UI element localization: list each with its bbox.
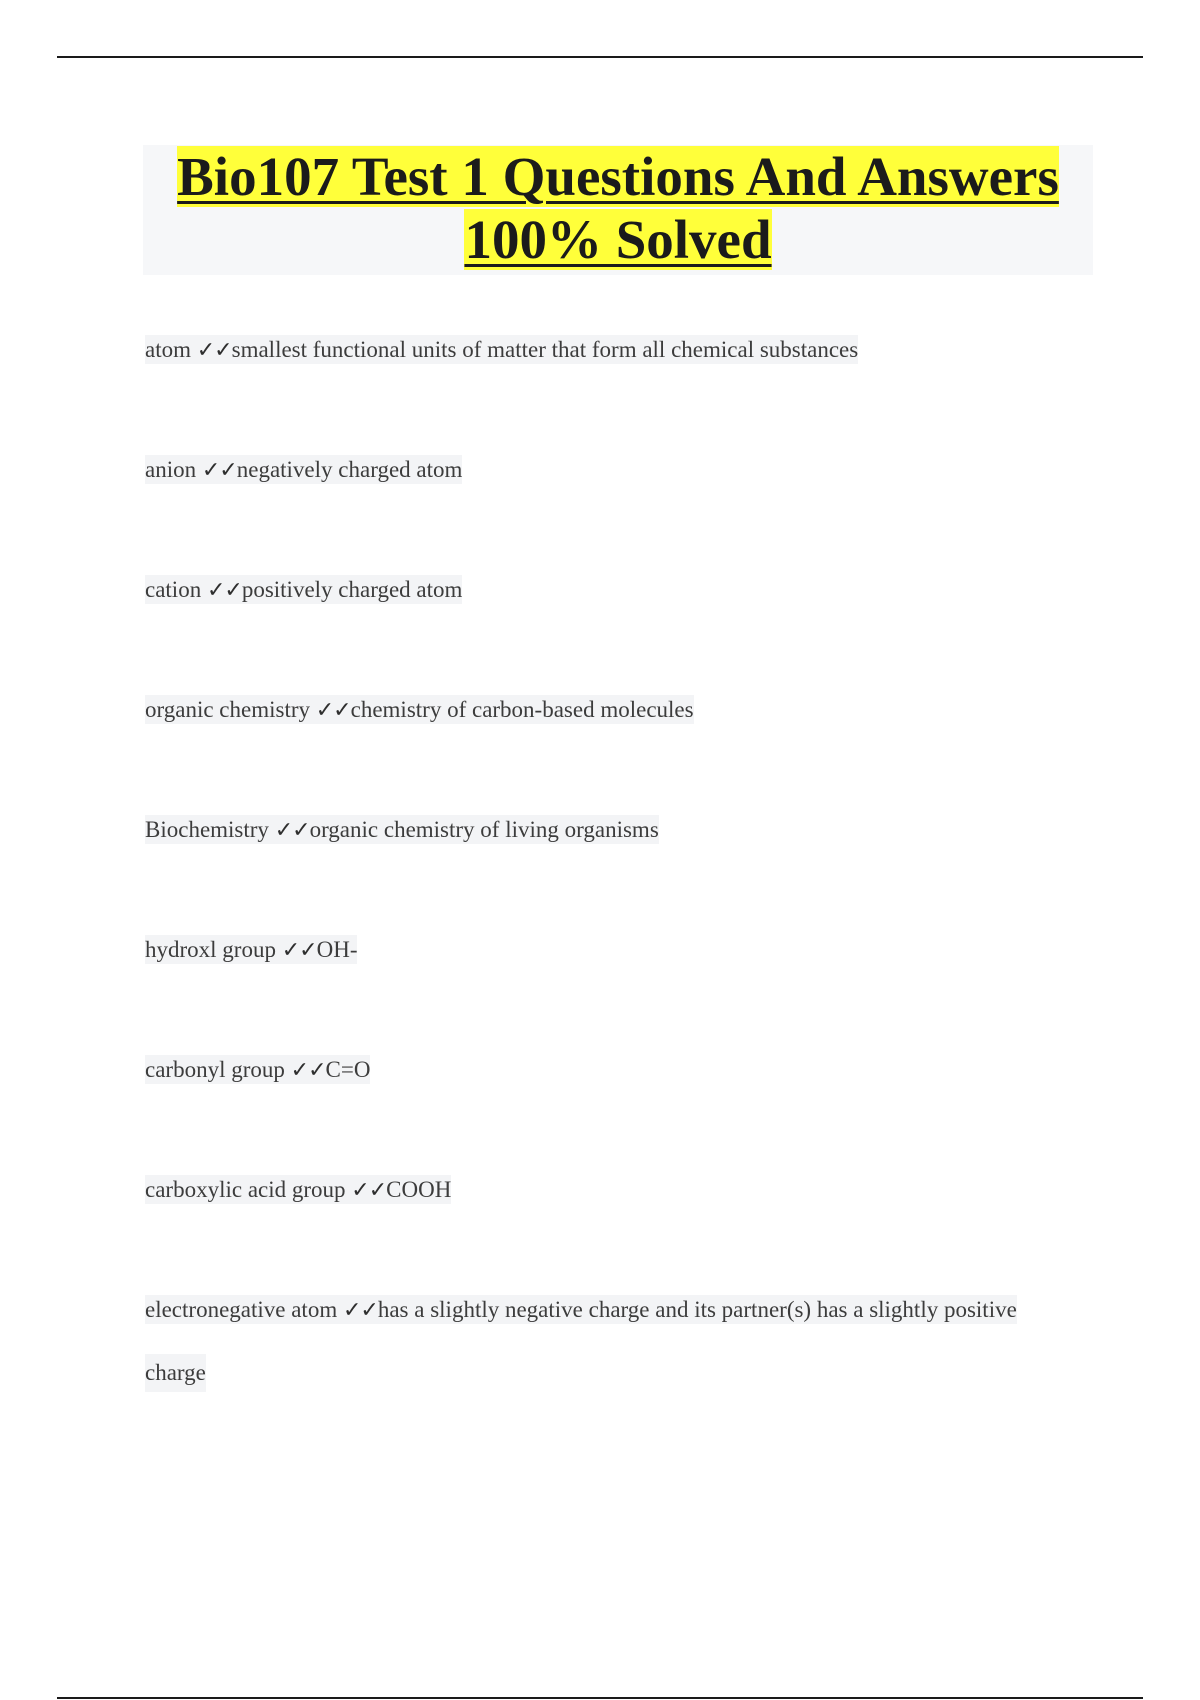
bottom-rule [57,1697,1143,1699]
qa-answer: OH- [316,937,358,962]
qa-item-carbonyl-group [145,1053,370,1088]
double-check-icon: ✓✓ [196,338,232,363]
double-check-icon: ✓✓ [351,1178,387,1203]
qa-item-organic-chemistry [145,693,694,728]
qa-item-electronegative-atom [145,1293,1017,1385]
qa-answer: negatively charged atom [236,457,463,482]
qa-answer: COOH [386,1177,452,1202]
double-check-icon: ✓✓ [274,818,310,843]
double-check-icon: ✓✓ [290,1058,326,1083]
qa-item-hydroxl-group [145,933,357,968]
qa-term: Biochemistry [145,817,275,842]
qa-answer: chemistry of carbon-based molecules [350,697,694,722]
double-check-icon: ✓✓ [315,698,351,723]
title-line-2: 100% Solved [464,209,772,270]
qa-term: anion [145,457,202,482]
qa-answer: has a slightly negative charge and its partner(s) has a slightly positive [377,1297,1017,1322]
qa-answer: C=O [325,1057,371,1082]
document-title [143,145,1093,275]
double-check-icon: ✓✓ [206,578,242,603]
qa-term: carboxylic acid group [145,1177,352,1202]
qa-term: carbonyl group [145,1057,291,1082]
double-check-icon: ✓✓ [281,938,317,963]
qa-term: cation [145,577,207,602]
qa-item-atom [145,333,858,368]
qa-term: electronegative atom [145,1297,343,1322]
qa-item-cation [145,573,462,608]
qa-answer-continued: charge [145,1354,206,1392]
title-line-1: Bio107 Test 1 Questions And Answers [177,146,1059,207]
qa-answer: positively charged atom [241,577,463,602]
top-rule [57,56,1143,58]
qa-answer: smallest functional units of matter that form all chemical substances [231,337,859,362]
qa-item-anion [145,453,462,488]
double-check-icon: ✓✓ [342,1298,378,1323]
qa-item-carboxylic-acid-group [145,1173,451,1208]
qa-term: hydroxl group [145,937,282,962]
double-check-icon: ✓✓ [201,458,237,483]
qa-answer: organic chemistry of living organisms [309,817,659,842]
qa-item-biochemistry [145,813,659,848]
qa-term: atom [145,337,197,362]
qa-term: organic chemistry [145,697,316,722]
